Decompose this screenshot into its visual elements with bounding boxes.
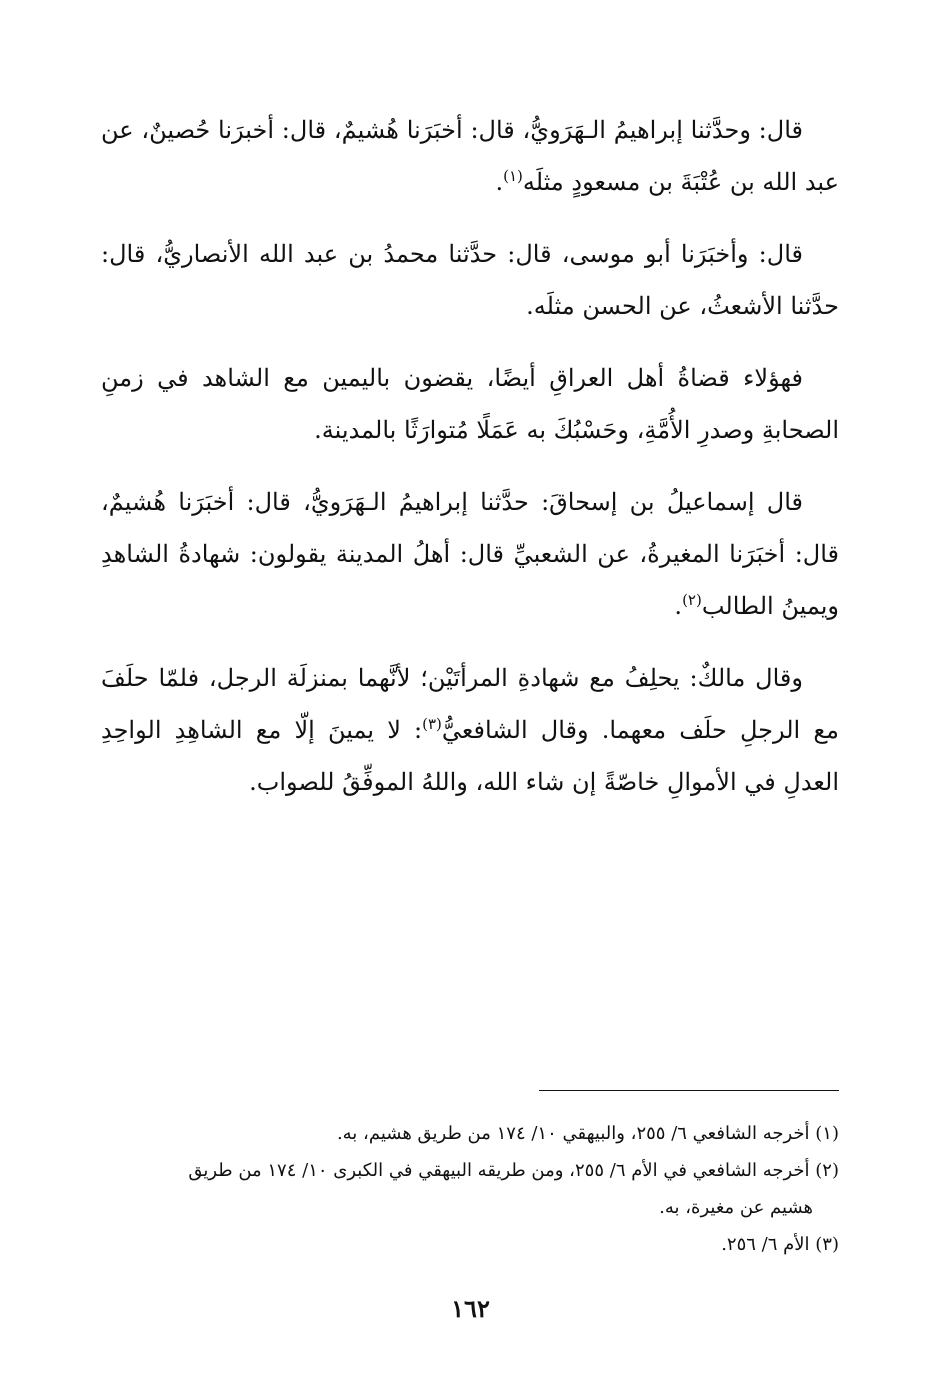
footnote-separator bbox=[539, 1090, 839, 1091]
paragraph-4-text: قال إسماعيلُ بن إسحاقَ: حدَّثنا إبراهيمُ الـهَرَويُّ، قال: أخبَرَنا هُشيمٌ، قال: أخبَرَنا المغيرةُ، عن الشعبيِّ قال: أهلُ المدينة يقولون: شهادةُ الشاهدِ ويمينُ الطالب bbox=[101, 488, 839, 620]
page-number: ١٦٢ bbox=[451, 1294, 490, 1323]
footnote-3 bbox=[101, 1226, 839, 1263]
paragraph-3-text: فهؤلاء قضاةُ أهل العراقِ أيضًا، يقضون باليمين مع الشاهد في زمنِ الصحابةِ وصدرِ الأُمَّةِ، وحَسْبُكَ به عَمَلًا مُتوارَثًا بالمدينة. bbox=[101, 364, 839, 444]
footnote-ref-3[interactable]: (٣) bbox=[422, 715, 442, 733]
main-text bbox=[101, 104, 839, 828]
paragraph-2 bbox=[101, 228, 839, 332]
footnotes bbox=[101, 1115, 839, 1263]
paragraph-5-tail: : لا يمينَ إلّا مع الشاهِدِ الواحِدِ العدلِ في الأموالِ خاصّةً إن شاء الله، واللهُ الموفِّقُ للصواب. bbox=[101, 716, 839, 796]
footnote-2-continuation: هشيم عن مغيرة، به. bbox=[659, 1197, 813, 1218]
paragraph-1 bbox=[101, 104, 839, 208]
paragraph-2-text: قال: وأخبَرَنا أبو موسى، قال: حدَّثنا محمدُ بن عبد الله الأنصاريُّ، قال: حدَّثنا الأشعثُ، عن الحسن مثلَه. bbox=[101, 240, 839, 320]
footnote-2 bbox=[101, 1152, 839, 1226]
footnote-ref-2[interactable]: (٢) bbox=[682, 591, 702, 609]
paragraph-3 bbox=[101, 352, 839, 456]
footnote-2-text: (٢) أخرجه الشافعي في الأم ٦/ ٢٥٥، ومن طريقه البيهقي في الكبرى ١٠/ ١٧٤ من طريق bbox=[188, 1160, 839, 1181]
paragraph-4-tail: . bbox=[674, 592, 683, 620]
paragraph-5-text: وقال مالكٌ: يحلِفُ مع شهادةِ المرأتَيْن؛ لأنَّهما بمنزلَة الرجل، فلمّا حلَفَ مع الرجلِ حلَف معهما. وقال الشافعيُّ bbox=[101, 664, 839, 744]
footnote-ref-1[interactable]: (١) bbox=[503, 167, 523, 185]
paragraph-1-text: قال: وحدَّثنا إبراهيمُ الـهَرَويُّ، قال: أخبَرَنا هُشيمٌ، قال: أخبرَنا حُصينٌ، عن عبد الله بن عُتْبَةَ بن مسعودٍ مثلَه bbox=[101, 116, 839, 196]
footnote-1-text: (١) أخرجه الشافعي ٦/ ٢٥٥، والبيهقي ١٠/ ١٧٤ من طريق هشيم، به. bbox=[336, 1123, 839, 1144]
paragraph-5 bbox=[101, 652, 839, 808]
footnote-3-text: (٣) الأم ٦/ ٢٥٦. bbox=[721, 1234, 839, 1255]
paragraph-4 bbox=[101, 476, 839, 632]
paragraph-1-tail: . bbox=[495, 168, 504, 196]
footnote-1 bbox=[101, 1115, 839, 1152]
